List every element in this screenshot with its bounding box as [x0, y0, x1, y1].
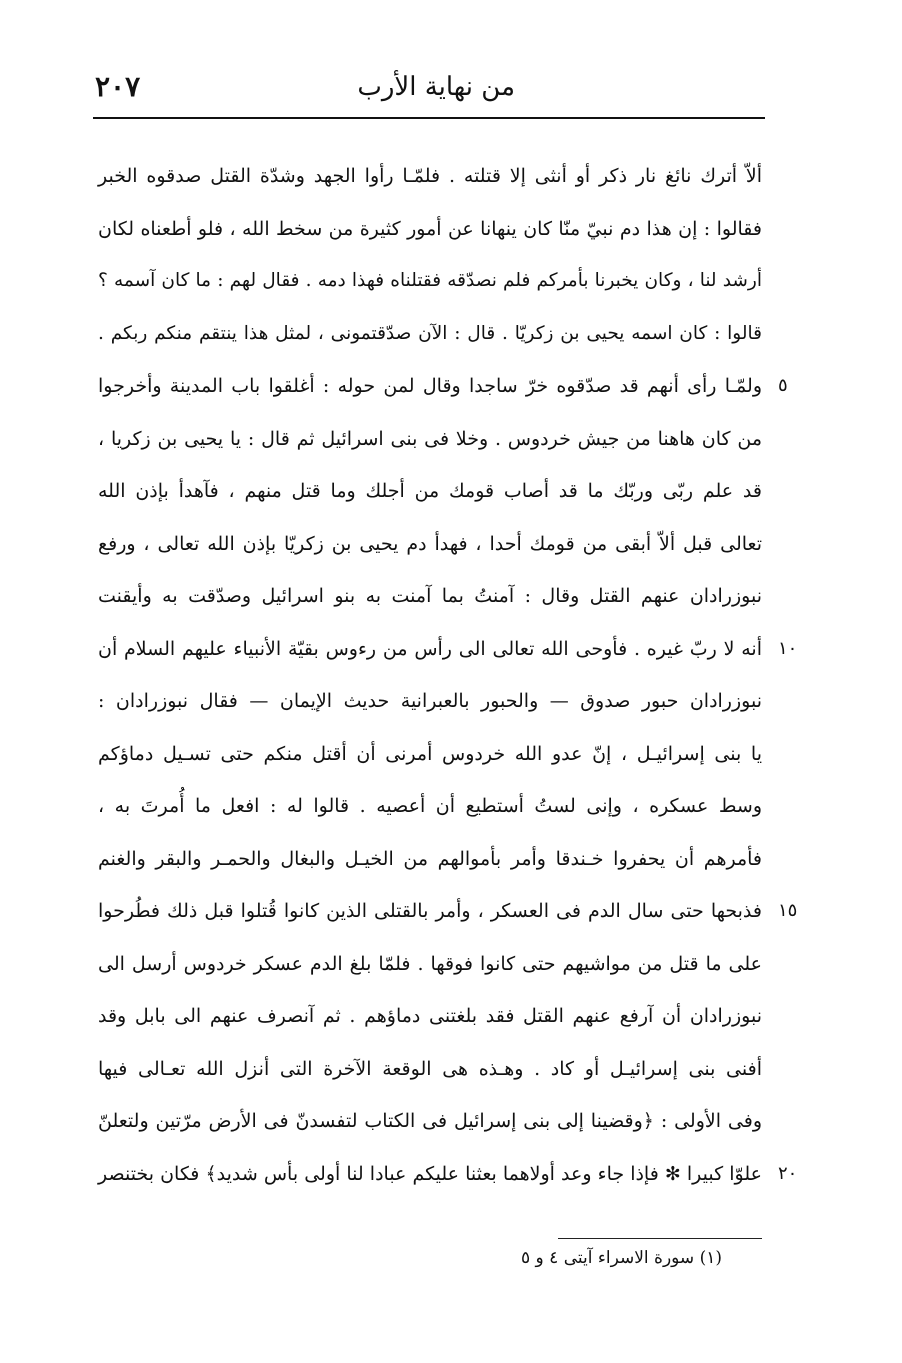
line-text: فقالوا : إن هذا دم نبيّ منّا كان ينهانا عن أمور كثيرة من سخط الله ، فلو أطعناه لكان: [98, 217, 762, 240]
text-line: [98, 728, 762, 781]
line-text: نبوزرادان أن آرفع عنهم القتل فقد بلغتنى دماؤهم . ثم آنصرف عنهم الى بابل وقد: [98, 1005, 762, 1027]
text-line: [98, 203, 762, 256]
text-line: [98, 308, 762, 361]
running-title: من نهاية الأرب: [357, 72, 515, 102]
line-text: ولمّـا رأى أنهم قد صدّقوه خرّ ساجدا وقال لمن حوله : أغلقوا باب المدينة وأخرجوا: [98, 375, 762, 397]
page-number: ٢٠٧: [95, 70, 141, 103]
text-line: [98, 833, 762, 886]
line-text: قالوا : كان اسمه يحيى بن زكريّا . قال : الآن صدّقتمونى ، لمثل هذا ينتقم منكم ربكم .: [98, 322, 762, 344]
line-number: ١٥: [778, 900, 798, 921]
line-text: يا بنى إسرائيـل ، إنّ عدو الله خردوس أمرنى أن أقتل منكم حتى تسـيل دماؤكم: [98, 742, 762, 765]
text-line: [98, 990, 762, 1043]
footnote-rule: [558, 1238, 762, 1239]
body-text: [98, 150, 798, 1200]
line-number: ٢٠: [778, 1162, 798, 1184]
line-text: نبوزرادان حبور صدوق — والحبور بالعبرانية حديث الإيمان — فقال نبوزرادان :: [98, 690, 762, 712]
text-line: [98, 623, 798, 676]
line-text: قد علم ربّى وربّك ما قد أصاب قومك من أجلك وما قتل منهم ، فآهدأ بإذن الله: [98, 480, 762, 502]
footnote: (١) سورة الاسراء آيتى ٤ و ٥: [521, 1248, 722, 1268]
text-line: [98, 938, 762, 991]
line-number: ٥: [778, 375, 788, 396]
line-text: على ما قتل من مواشيهم حتى كانوا فوقها . فلمّا بلغ الدم عسكر خردوس أرسل الى: [98, 952, 762, 975]
line-text: وفى الأولى : ﴿وقضينا إلى بنى إسرائيل فى الكتاب لتفسدنّ فى الأرض مرّتين ولتعلنّ: [98, 1110, 762, 1132]
text-line: [98, 675, 762, 728]
text-line: [98, 780, 762, 833]
line-text: وسط عسكره ، وإنى لستُ أستطيع أن أعصيه . قالوا له : افعل ما أُمرتَ به ،: [98, 795, 762, 817]
text-line: [98, 255, 762, 308]
text-line: [98, 1043, 762, 1096]
line-text: نبوزرادان عنهم القتل وقال : آمنتُ بما آمنت به بنو اسرائيل وصدّقت به وأيقنت: [98, 585, 762, 607]
line-number: ١٠: [778, 637, 798, 659]
line-text: علوّا كبيرا ✻ فإذا جاء وعد أولاهما بعثنا عليكم عبادا لنا أولى بأس شديد﴾ فكان بختنصر: [98, 1162, 762, 1185]
text-line: [98, 1095, 762, 1148]
text-line: [98, 885, 798, 938]
header-rule: [93, 117, 765, 119]
line-text: أرشد لنا ، وكان يخبرنا بأمركم فلم نصدّقه فقتلناه فهذا دمه . فقال لهم : ما كان آسمه ؟: [98, 270, 762, 291]
line-text: أفنى بنى إسرائيـل أو كاد . وهـذه هى الوقعة الآخرة التى أنزل الله تعـالى فيها: [98, 1057, 762, 1080]
line-text: فأمرهم أن يحفروا خـندقا وأمر بأموالهم من الخيـل والبغال والحمـر والبقر والغنم: [98, 847, 762, 870]
text-line: [98, 413, 762, 466]
text-line: [98, 150, 762, 203]
text-line: [98, 518, 762, 571]
line-text: ألاّ أترك نائغ نار ذكر أو أنثى إلا قتلته . فلمّـا رأوا الجهد وشدّة القتل صدقوه الخبر: [98, 165, 762, 187]
text-line: [98, 570, 762, 623]
line-text: تعالى قبل ألاّ أبقى من قومك أحدا ، فهدأ دم يحيى بن زكريّا بإذن الله تعالى ، ورفع: [98, 532, 762, 555]
text-line: [98, 1148, 798, 1201]
line-text: فذبحها حتى سال الدم فى العسكر ، وأمر بالقتلى الذين كانوا قُتلوا قبل ذلك فطُرحوا: [98, 900, 762, 922]
text-line: [98, 465, 762, 518]
line-text: أنه لا ربّ غيره . فأوحى الله تعالى الى رأس من رءوس بقيّة الأنبياء عليهم السلام أن: [98, 637, 762, 660]
page-header: [95, 68, 765, 112]
line-text: من كان هاهنا من جيش خردوس . وخلا فى بنى اسرائيل ثم قال : يا يحيى بن زكريا ،: [98, 427, 762, 450]
text-line: [98, 360, 788, 413]
